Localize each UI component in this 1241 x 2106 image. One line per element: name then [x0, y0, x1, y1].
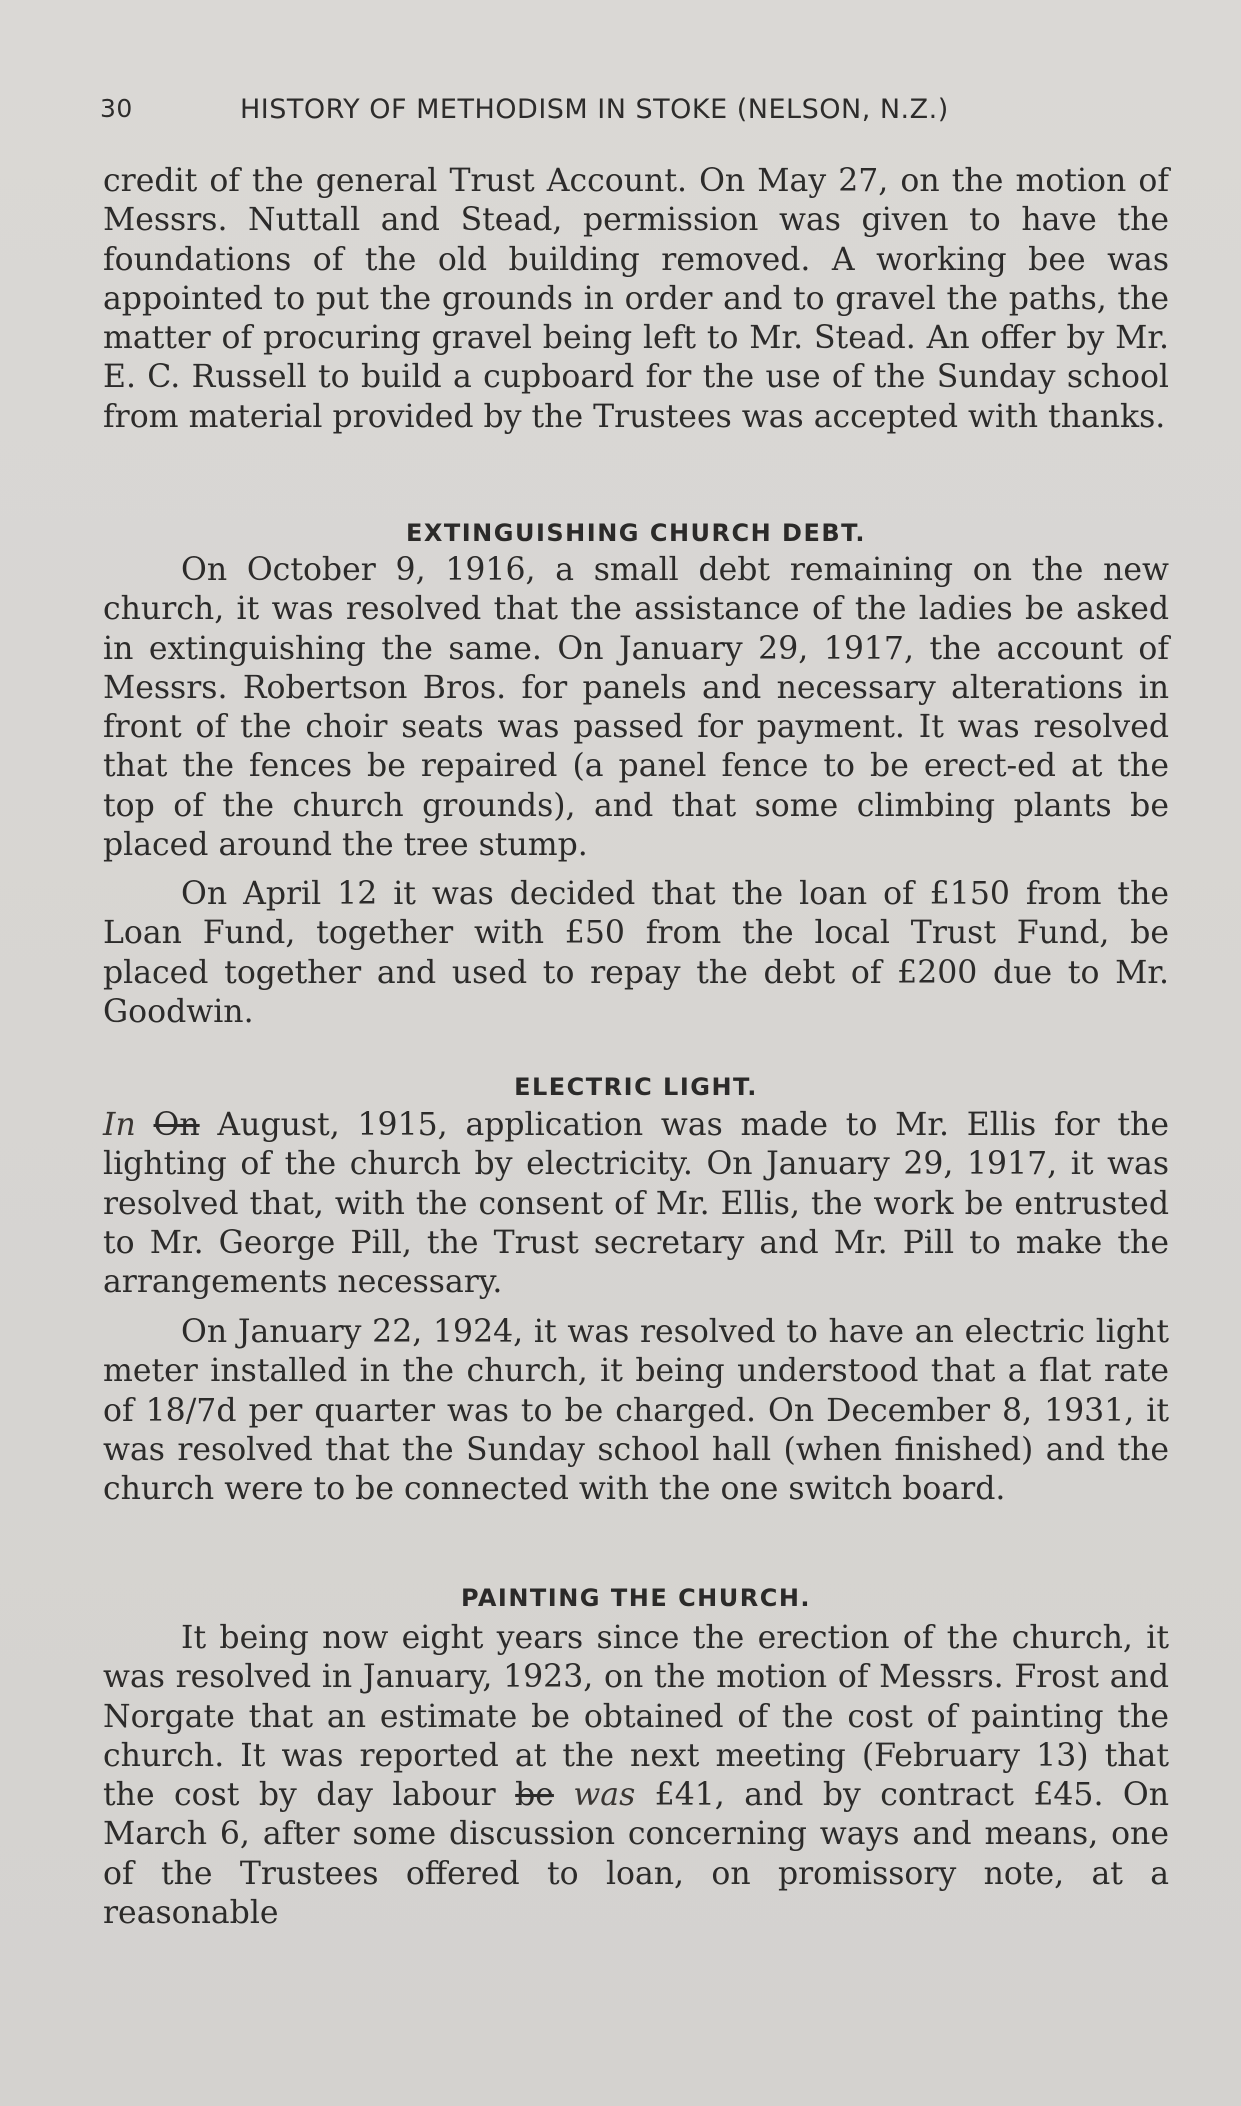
handwritten-annotation: was — [573, 1777, 636, 1814]
paragraph-painting — [103, 1619, 1169, 1933]
running-title: HISTORY OF METHODISM IN STOKE (NELSON, N.Z.) — [240, 94, 949, 125]
struck-word: be — [515, 1777, 554, 1814]
heading-painting-the-church: PAINTING THE CHURCH. — [460, 1584, 812, 1612]
heading-electric-light: ELECTRIC LIGHT. — [514, 1073, 758, 1101]
paragraph-text: August, 1915, application was made to Mr. Ellis for the lighting of the church by electricity. On January 29, 1917, it was resolved that, with the consent of Mr. Ellis, the work be entrusted to Mr. George Pill, the Trust secretary and Mr. Pill to make the arrangements necessary. — [103, 1107, 1169, 1301]
handwritten-annotation: In — [103, 1107, 136, 1143]
paragraph-electric-lighting — [103, 1106, 1169, 1302]
paragraph-text: It being now eight years since the erection of the church, it was resolved in January, 1923, on the motion of Messrs. Frost and Norgate that an estimate be obtained of the cost of painting the church. It was reported at the next meeting (February 13) that the cost by day labour — [103, 1620, 1169, 1814]
paragraph-electric-meter: On January 22, 1924, it was resolved to have an electric light meter installed in the church, it being understood that a flat rate of 18/7d per quarter was to be charged. On December 8, 1931, it was resolved that the Sunday school hall (when finished) and the church were to be connected with the one switch board. — [103, 1314, 1169, 1508]
struck-word: On — [153, 1107, 200, 1143]
paragraph-text: £41, and by contract £45. On March 6, after some discussion concerning ways and means, one of the Trustees offered to loan, on promissory note, at a reasonable — [103, 1777, 1169, 1932]
heading-extinguishing-church-debt: EXTINGUISHING CHURCH DEBT. — [405, 519, 867, 547]
paragraph-trust-account: credit of the general Trust Account. On May 27, on the motion of Messrs. Nuttall and Stead, permission was given to have the foundations of the old building removed. A working bee was appointed to put the grounds in order and to gravel the paths, the matter of procuring gravel being left to Mr. Stead. An offer by Mr. E. C. Russell to build a cupboard for the use of the Sunday school from material provided by the Trustees was accepted with thanks. — [103, 163, 1169, 435]
paragraph-loan-fund: On April 12 it was decided that the loan of £150 from the Loan Fund, together with £50 from the local Trust Fund, be placed together and used to repay the debt of £200 due to Mr. Goodwin. — [103, 876, 1169, 1030]
page-number: 30 — [100, 94, 133, 123]
running-header — [100, 88, 1180, 138]
paragraph-church-debt: On October 9, 1916, a small debt remaining on the new church, it was resolved that the assistance of the ladies be asked in extinguishing the same. On January 29, 1917, the account of Messrs. Robertson Bros. for panels and necessary alterations in front of the choir seats was passed for payment. It was resolved that the fences be repaired (a panel fence to be erect-ed at the top of the church grounds), and that some climbing plants be placed around the tree stump. — [103, 552, 1169, 864]
